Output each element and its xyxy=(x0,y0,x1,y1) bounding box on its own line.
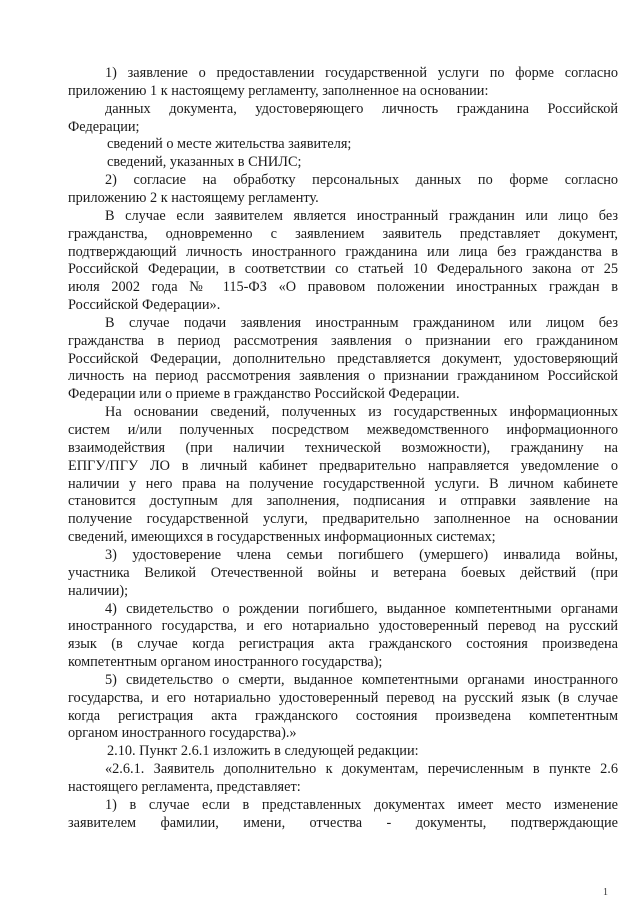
text-line: данных документа, удостоверяющего личность гражданина Российской xyxy=(105,100,618,117)
text-line: На основании сведений, полученных из государственных информационных xyxy=(105,404,618,421)
text-line: когда регистрация акта гражданского состояния произведена компетентным xyxy=(68,707,618,724)
text-line: 1) в случае если в представленных документах имеет место изменение xyxy=(105,796,618,813)
text-line: гражданства в период рассмотрения заявления о признании его гражданином xyxy=(68,332,618,349)
text-line: 1) заявление о предоставлении государственной услуги по форме согласно xyxy=(105,65,618,81)
text-line: наличии у него права на получение государственной услуги. В личном кабинете xyxy=(68,475,618,492)
text-line: «2.6.1. Заявитель дополнительно к документам, перечисленным в пункте 2.6 xyxy=(105,761,618,778)
text-line: сведений, указанных в СНИЛС; xyxy=(107,154,302,171)
text-line: заявителем фамилии, имени, отчества - документы, подтверждающие xyxy=(68,814,618,831)
text-line: Федерации; xyxy=(68,118,140,135)
text-line: настоящего регламента, представляет: xyxy=(68,779,301,795)
text-line: личность на период рассмотрения заявления о признании гражданином Российской xyxy=(68,368,618,385)
text-line: участника Великой Отечественной войны и ветерана боевых действий (при xyxy=(68,564,618,581)
text-line: получение государственной услуги, предварительно заполненное на основании xyxy=(68,511,618,528)
text-line: 2.10. Пункт 2.6.1 изложить в следующей редакции: xyxy=(107,743,419,760)
text-line: 4) свидетельство о рождении погибшего, выданное компетентными органами xyxy=(105,600,618,617)
text-line: сведений, имеющихся в государственных информационных системах; xyxy=(68,529,496,546)
text-line: сведений о месте жительства заявителя; xyxy=(107,136,352,153)
text-line: взаимодействия (при наличии технической возможности), гражданину на xyxy=(68,439,618,456)
text-line: В случае подачи заявления иностранным гражданином или лицом без xyxy=(105,314,618,331)
text-line: государства, и его нотариально удостоверенный перевод на русский язык (в случае xyxy=(68,689,618,706)
text-line: 2) согласие на обработку персональных данных по форме согласно xyxy=(105,172,618,189)
text-line: Российской Федерации, дополнительно представляется документ, удостоверяющий xyxy=(68,350,618,367)
text-line: Российской Федерации». xyxy=(68,297,221,314)
text-line: язык (в случае когда регистрация акта гражданского состояния произведена xyxy=(68,636,618,653)
text-line: июля 2002 года № 115-ФЗ «О правовом положении иностранных граждан в xyxy=(68,279,618,296)
text-line: гражданства, одновременно с заявлением заявитель представляет документ, xyxy=(68,225,618,242)
text-line: подтверждающий личность иностранного гражданина или лица без гражданства в xyxy=(68,243,618,260)
text-line: 3) удостоверение члена семьи погибшего (умершего) инвалида войны, xyxy=(105,546,618,563)
text-line: Федерации или о приеме в гражданство Российской Федерации. xyxy=(68,386,460,403)
text-line: наличии); xyxy=(68,582,129,599)
text-line: компетентным органом иностранного государства); xyxy=(68,654,383,671)
text-line: становится доступным для заполнения, подписания и отправки заявление на xyxy=(68,493,618,510)
text-line: иностранного государства, и его нотариально удостоверенный перевод на русский xyxy=(68,618,618,635)
text-line: В случае если заявителем является иностранный гражданин или лицо без xyxy=(105,207,618,224)
text-line: ЕПГУ/ПГУ ЛО в личный кабинет предварительно направляется уведомление о xyxy=(68,457,618,474)
text-line: органом иностранного государства).» xyxy=(68,725,297,742)
text-line: Российской Федерации, в соответствии со статьей 10 Федерального закона от 25 xyxy=(68,261,618,278)
page-mark: 1 xyxy=(603,887,608,898)
text-line: систем и/или полученных посредством межведомственного информационного xyxy=(68,422,618,438)
text-line: 5) свидетельство о смерти, выданное компетентными органами иностранного xyxy=(105,671,618,688)
text-line: приложению 2 к настоящему регламенту. xyxy=(68,189,319,206)
text-line: приложению 1 к настоящему регламенту, заполненное на основании: xyxy=(68,82,489,99)
